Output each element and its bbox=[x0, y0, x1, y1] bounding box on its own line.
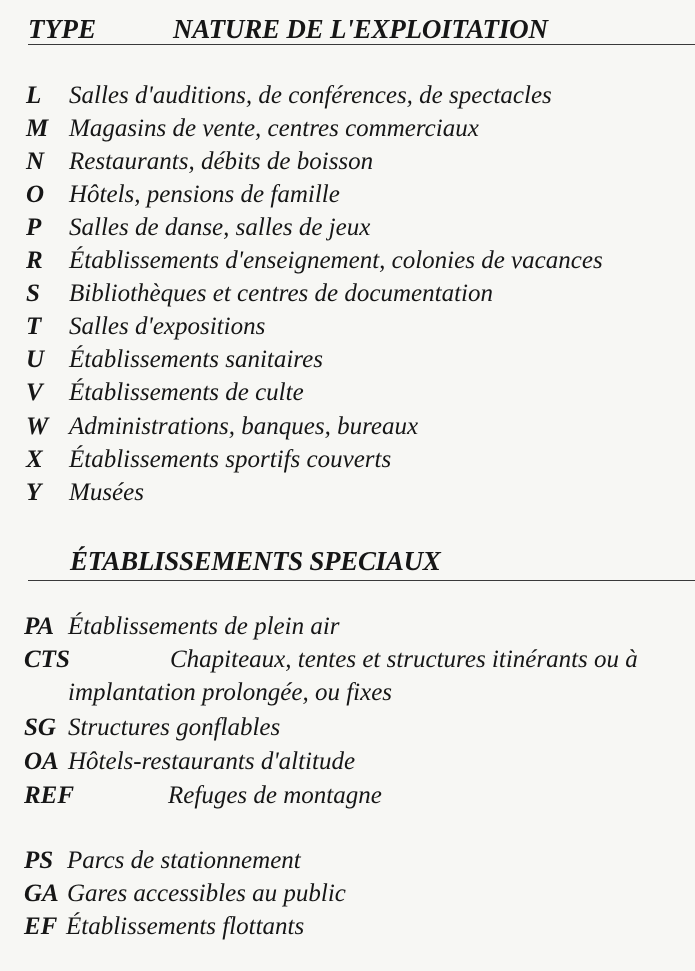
type-code: V bbox=[26, 379, 43, 406]
special-row bbox=[0, 748, 695, 782]
special-section-heading bbox=[28, 540, 695, 581]
special-row bbox=[0, 613, 695, 647]
special-label: Chapiteaux, tentes et structures itinérants ou à bbox=[170, 646, 638, 673]
type-code: N bbox=[26, 148, 45, 175]
type-label: Musées bbox=[69, 479, 144, 506]
type-label: Bibliothèques et centres de documentation bbox=[69, 280, 493, 307]
special-code: CTS bbox=[24, 646, 70, 673]
type-code: P bbox=[26, 214, 42, 241]
type-label: Salles d'expositions bbox=[69, 313, 266, 340]
type-code: W bbox=[26, 413, 49, 440]
special-row bbox=[0, 782, 695, 816]
type-row bbox=[0, 313, 695, 347]
special-code: REF bbox=[24, 782, 75, 809]
type-code: R bbox=[26, 247, 43, 274]
type-label: Magasins de vente, centres commerciaux bbox=[69, 115, 479, 142]
type-row bbox=[0, 181, 695, 215]
special-row bbox=[0, 847, 695, 881]
type-row bbox=[0, 413, 695, 447]
special-label-continuation: implantation prolongée, ou fixes bbox=[68, 679, 393, 706]
type-code: U bbox=[26, 346, 45, 373]
type-code: X bbox=[26, 446, 43, 473]
header-nature: NATURE DE L'EXPLOITATION bbox=[173, 14, 548, 44]
type-label: Établissements sanitaires bbox=[69, 346, 323, 373]
special-label: Hôtels-restaurants d'altitude bbox=[68, 748, 356, 775]
type-label: Établissements de culte bbox=[69, 379, 304, 406]
type-row bbox=[0, 82, 695, 116]
type-code: T bbox=[26, 313, 42, 340]
type-code: Y bbox=[26, 479, 42, 506]
type-row bbox=[0, 280, 695, 314]
type-row bbox=[0, 214, 695, 248]
type-code: M bbox=[26, 115, 49, 142]
special-label: Parcs de stationnement bbox=[67, 847, 301, 874]
type-label: Restaurants, débits de boisson bbox=[69, 148, 374, 175]
type-row bbox=[0, 479, 695, 513]
special-label: Gares accessibles au public bbox=[67, 880, 346, 907]
special-code: OA bbox=[24, 748, 59, 775]
type-row bbox=[0, 379, 695, 413]
special-label: Structures gonflables bbox=[68, 714, 281, 741]
type-code: O bbox=[26, 181, 45, 208]
special-code: GA bbox=[24, 880, 59, 907]
special-code: EF bbox=[24, 913, 58, 940]
table-header bbox=[28, 10, 695, 45]
header-type: TYPE bbox=[28, 14, 97, 44]
special-row bbox=[0, 880, 695, 914]
type-label: Salles d'auditions, de conférences, de spectacles bbox=[69, 82, 552, 109]
type-code: L bbox=[26, 82, 42, 109]
special-row bbox=[0, 714, 695, 748]
special-label: Établissements flottants bbox=[66, 913, 305, 940]
special-label: Établissements de plein air bbox=[68, 613, 340, 640]
special-label: Refuges de montagne bbox=[168, 782, 382, 809]
type-label: Hôtels, pensions de famille bbox=[69, 181, 340, 208]
type-row bbox=[0, 115, 695, 149]
special-code: PS bbox=[24, 847, 54, 874]
special-row bbox=[0, 913, 695, 947]
type-row bbox=[0, 247, 695, 281]
special-code: PA bbox=[24, 613, 55, 640]
type-row bbox=[0, 346, 695, 380]
type-label: Établissements d'enseignement, colonies de vacances bbox=[69, 247, 603, 274]
special-heading-text: ÉTABLISSEMENTS SPECIAUX bbox=[70, 546, 441, 576]
type-label: Salles de danse, salles de jeux bbox=[69, 214, 371, 241]
type-row bbox=[0, 148, 695, 182]
special-code: SG bbox=[24, 714, 56, 741]
type-label: Administrations, banques, bureaux bbox=[69, 413, 419, 440]
type-row bbox=[0, 446, 695, 480]
special-row bbox=[0, 646, 695, 680]
type-label: Établissements sportifs couverts bbox=[69, 446, 392, 473]
type-code: S bbox=[26, 280, 40, 307]
